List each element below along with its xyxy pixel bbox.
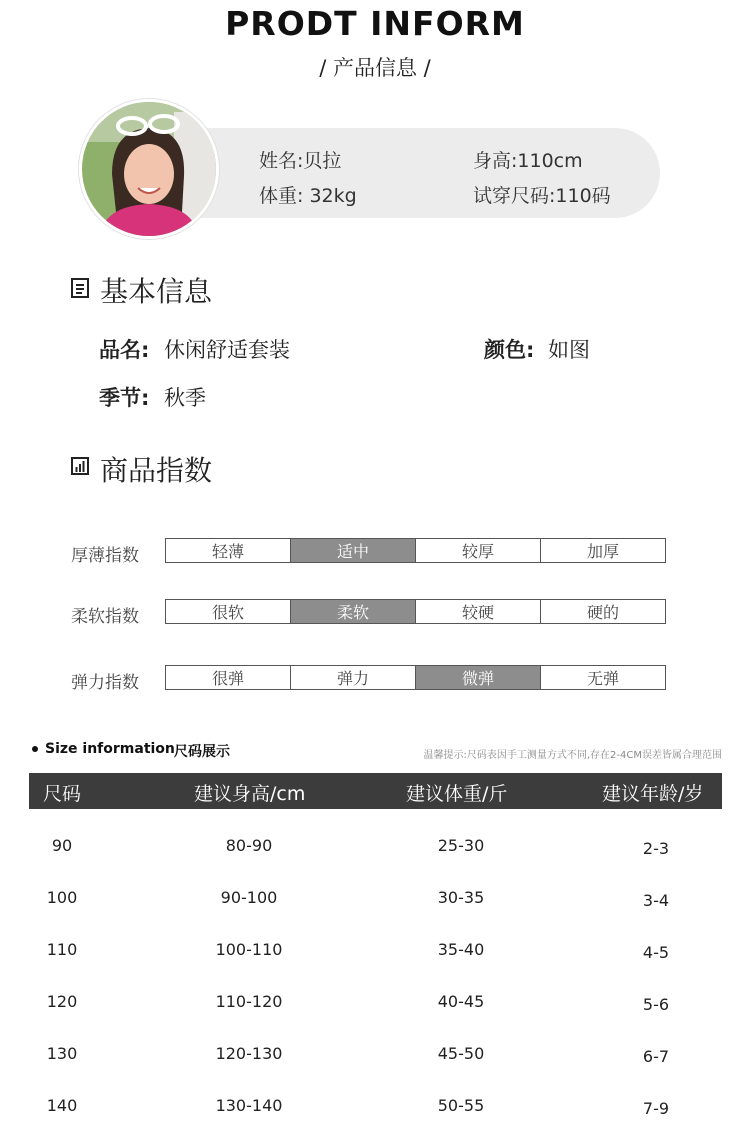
header-height: 建议身高/cm <box>194 783 306 805</box>
page-subtitle: / 产品信息 / <box>319 56 431 80</box>
size-table-cell: 4-5 <box>642 943 670 962</box>
basic-info-heading: 基本信息 <box>100 275 213 308</box>
index-option: 很软 <box>166 600 291 623</box>
size-table-cell: 2-3 <box>642 839 670 858</box>
size-table-cell: 140 <box>46 1096 78 1115</box>
softness-index-bar <box>165 599 666 624</box>
color-value: 如图 <box>548 338 590 362</box>
size-info-title-cn: 尺码展示 <box>174 744 230 760</box>
index-option: 轻薄 <box>166 539 291 562</box>
elasticity-index-bar <box>165 665 666 690</box>
index-option: 无弹 <box>586 669 619 688</box>
index-option: 很弹 <box>166 666 291 689</box>
index-option: 柔软 <box>291 600 416 623</box>
document-icon <box>71 278 89 302</box>
index-option: 弹力 <box>291 666 416 689</box>
thickness-index-bar <box>165 538 666 563</box>
season-value: 秋季 <box>164 386 206 410</box>
index-label-thickness: 厚薄指数 <box>71 546 139 566</box>
size-table-cell: 120-130 <box>215 1044 283 1063</box>
product-name-label: 品名: <box>99 338 150 362</box>
size-table-cell: 50-55 <box>437 1096 485 1115</box>
size-info-title-en: Size information <box>45 741 175 757</box>
index-label-softness: 柔软指数 <box>71 607 139 627</box>
index-option: 微弹 <box>416 666 541 689</box>
header-age: 建议年龄/岁 <box>602 783 704 805</box>
product-index-heading: 商品指数 <box>100 454 213 487</box>
page-title: PRODT INFORM <box>225 4 525 43</box>
size-table-cell: 100-110 <box>215 940 283 959</box>
model-fit-size: 试穿尺码:110码 <box>473 185 611 207</box>
size-table-cell: 90 <box>51 836 73 855</box>
size-table-cell: 130 <box>46 1044 78 1063</box>
index-option: 较厚 <box>416 539 541 562</box>
index-label-elasticity: 弹力指数 <box>71 673 139 693</box>
product-name-value: 休闲舒适套装 <box>164 338 290 362</box>
index-option: 硬的 <box>586 603 619 622</box>
measurement-tip: 温馨提示:尺码表因手工测量方式不同,存在2-4CM误差皆属合理范围 <box>423 750 722 761</box>
model-weight: 体重: 32kg <box>259 185 357 207</box>
size-table-cell: 25-30 <box>437 836 485 855</box>
size-table-cell: 110-120 <box>215 992 283 1011</box>
header-size: 尺码 <box>43 783 82 805</box>
bar-chart-icon <box>71 456 89 480</box>
size-table-cell: 30-35 <box>437 888 485 907</box>
size-table-cell: 40-45 <box>437 992 485 1011</box>
color-label: 颜色: <box>484 338 535 362</box>
index-option: 较硬 <box>416 600 541 623</box>
size-table-cell: 90-100 <box>220 888 278 907</box>
index-option: 适中 <box>291 539 416 562</box>
size-table-cell: 45-50 <box>437 1044 485 1063</box>
season-label: 季节: <box>99 386 150 410</box>
size-table-cell: 35-40 <box>437 940 485 959</box>
size-table-cell: 80-90 <box>225 836 273 855</box>
size-table-cell: 100 <box>46 888 78 907</box>
size-table-cell: 110 <box>46 940 78 959</box>
size-table-cell: 5-6 <box>642 995 670 1014</box>
size-table-cell: 7-9 <box>642 1099 670 1118</box>
size-table-cell: 120 <box>46 992 78 1011</box>
header-weight: 建议体重/斤 <box>406 783 508 805</box>
size-table-cell: 6-7 <box>642 1047 670 1066</box>
size-table-cell: 130-140 <box>215 1096 283 1115</box>
model-name: 姓名:贝拉 <box>259 150 342 172</box>
bullet-dot-icon <box>32 746 38 752</box>
index-option: 加厚 <box>586 542 619 561</box>
size-table-cell: 3-4 <box>642 891 670 910</box>
model-height: 身高:110cm <box>473 150 583 172</box>
model-avatar <box>79 99 219 239</box>
